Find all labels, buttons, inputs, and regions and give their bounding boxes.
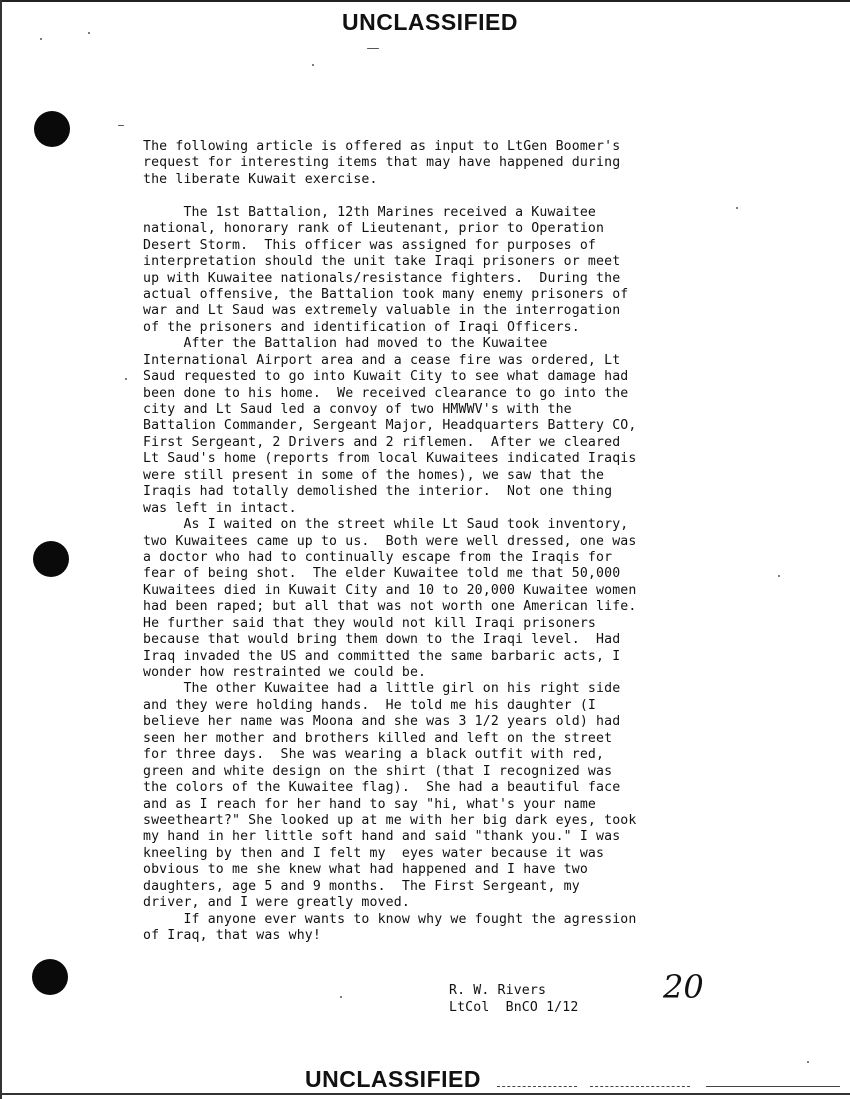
- body-line: International Airport area and a cease fire was ordered, Lt: [143, 352, 621, 368]
- body-line: Lt Saud's home (reports from local Kuwaitees indicated Iraqis: [143, 451, 637, 467]
- scan-speck: [312, 64, 314, 66]
- body-line: obvious to me she knew what had happened and I have two: [143, 862, 588, 878]
- body-line: because that would bring them down to the Iraqi level. Had: [143, 632, 621, 648]
- body-line: the colors of the Kuwaitee flag). She had a beautiful face: [143, 780, 621, 796]
- body-line: He further said that they would not kill Iraqi prisoners: [143, 615, 597, 631]
- body-line: sweetheart?" She looked up at me with her big dark eyes, took: [143, 812, 637, 828]
- scan-speck: [736, 207, 738, 209]
- body-line: [143, 188, 783, 204]
- body-line: Battalion Commander, Sergeant Major, Headquarters Battery CO,: [143, 418, 637, 434]
- classification-footer: UNCLASSIFIED: [305, 1066, 481, 1092]
- body-line: my hand in her little soft hand and said "thank you." I was: [143, 829, 621, 845]
- left-border: [0, 0, 2, 1099]
- body-line: The following article is offered as input to LtGen Boomer's: [143, 139, 621, 154]
- body-line: seen her mother and brothers killed and left on the street: [143, 730, 613, 746]
- body-line: of the prisoners and identification of Iraqi Officers.: [143, 319, 580, 335]
- scan-speck: [340, 996, 342, 998]
- body-line: had been raped; but all that was not worth one American life.: [143, 599, 637, 615]
- body-line: Kuwaitees died in Kuwait City and 10 to 20,000 Kuwaitee women: [143, 582, 637, 598]
- footer-rule: [706, 1086, 840, 1087]
- footer-dashes-2: [590, 1086, 690, 1087]
- body-line: of Iraq, that was why!: [143, 928, 321, 943]
- punch-hole-middle: [33, 541, 69, 577]
- body-line: and they were holding hands. He told me his daughter (I: [143, 697, 597, 713]
- signature-block: [449, 983, 578, 1016]
- body-line: been done to his home. We received clearance to go into the: [143, 385, 629, 401]
- body-line: city and Lt Saud led a convoy of two HMWWV's with the: [143, 402, 572, 417]
- body-line: As I waited on the street while Lt Saud took inventory,: [143, 517, 629, 533]
- top-border: [0, 0, 850, 2]
- signature-title: LtCol BnCO 1/12: [449, 999, 579, 1015]
- body-line: two Kuwaitees came up to us. Both were well dressed, one was: [143, 533, 637, 549]
- body-line: The 1st Battalion, 12th Marines received a Kuwaitee: [143, 204, 597, 220]
- body-line: national, honorary rank of Lieutenant, prior to Operation: [143, 221, 605, 237]
- body-line: for three days. She was wearing a black outfit with red,: [143, 747, 605, 763]
- body-line: Desert Storm. This officer was assigned for purposes of: [143, 237, 597, 253]
- body-line: were still present in some of the homes), we saw that the: [143, 467, 605, 483]
- memo-body: [143, 139, 783, 944]
- body-line: daughters, age 5 and 9 months. The First Sergeant, my: [143, 878, 580, 894]
- scan-speck: [125, 378, 127, 380]
- body-line: interpretation should the unit take Iraqi prisoners or meet: [143, 254, 621, 270]
- classification-header: UNCLASSIFIED: [342, 9, 518, 35]
- scan-speck: [778, 575, 780, 577]
- body-line: was left in intact.: [143, 500, 297, 516]
- footer-dashes-1: [497, 1086, 577, 1087]
- body-line: wonder how restrainted we could be.: [143, 665, 427, 680]
- body-line: up with Kuwaitee nationals/resistance fighters. During the: [143, 270, 621, 286]
- handwritten-page-number: 20: [663, 968, 704, 1006]
- body-line: fear of being shot. The elder Kuwaitee told me that 50,000: [143, 566, 621, 582]
- punch-hole-top: [34, 111, 70, 147]
- bottom-border: [0, 1093, 850, 1095]
- body-line: a doctor who had to continually escape from the Iraqis for: [143, 549, 613, 565]
- body-line: believe her name was Moona and she was 3 1/2 years old) had: [143, 714, 621, 730]
- punch-hole-bottom: [32, 959, 68, 995]
- body-line: Iraqis had totally demolished the interior. Not one thing: [143, 484, 613, 500]
- body-line: actual offensive, the Battalion took many enemy prisoners of: [143, 286, 629, 302]
- body-line: If anyone ever wants to know why we fought the agression: [143, 911, 637, 927]
- body-line: After the Battalion had moved to the Kuwaitee: [143, 336, 548, 352]
- body-line: the liberate Kuwait exercise.: [143, 171, 378, 187]
- body-line: driver, and I were greatly moved.: [143, 895, 410, 911]
- body-line: Saud requested to go into Kuwait City to see what damage had: [143, 369, 629, 385]
- body-line: kneeling by then and I felt my eyes water because it was: [143, 845, 605, 861]
- body-line: green and white design on the shirt (that I recognized was: [143, 763, 613, 779]
- scan-speck: [367, 48, 379, 49]
- signature-name: R. W. Rivers: [449, 983, 547, 998]
- body-line: war and Lt Saud was extremely valuable in the interrogation: [143, 303, 621, 319]
- body-line: Iraq invaded the US and committed the same barbaric acts, I: [143, 648, 621, 664]
- scan-speck: [40, 38, 42, 40]
- body-line: request for interesting items that may have happened during: [143, 155, 621, 171]
- body-line: The other Kuwaitee had a little girl on his right side: [143, 681, 621, 697]
- scan-speck: [88, 32, 90, 34]
- body-line: and as I reach for her hand to say "hi, what's your name: [143, 796, 597, 812]
- scan-speck: [807, 1061, 809, 1063]
- scan-speck: [118, 125, 124, 126]
- body-line: First Sergeant, 2 Drivers and 2 riflemen. After we cleared: [143, 434, 621, 450]
